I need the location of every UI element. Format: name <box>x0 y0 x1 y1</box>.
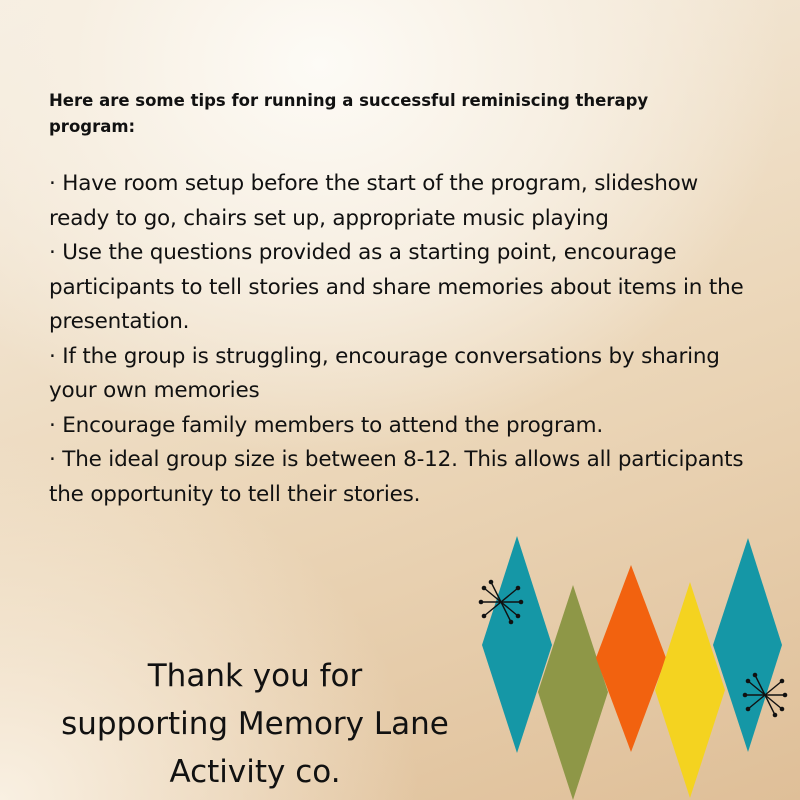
tip-use-questions: · Use the questions provided as a starting point, encourage participants to tell stories and share memories about items in the presentation. <box>49 240 744 334</box>
retro-diamond-decoration <box>460 530 800 800</box>
orange-diamond <box>596 565 666 752</box>
tips-heading: Here are some tips for running a successful reminiscing therapy program: <box>49 91 649 136</box>
olive-diamond <box>538 585 608 800</box>
tip-room-setup: · Have room setup before the start of the program, slideshow ready to go, chairs set up, appropriate music playing <box>49 171 698 231</box>
closing-message: Thank you for supporting Memory Lane Activity co. <box>61 658 449 790</box>
teal-diamond-right <box>713 538 782 752</box>
teal-diamond-left <box>482 536 552 753</box>
yellow-diamond <box>655 582 725 798</box>
tip-share-memories: · If the group is struggling, encourage conversations by sharing your own memories <box>49 343 720 403</box>
tips-list <box>49 167 749 512</box>
tip-family-members: · Encourage family members to attend the program. <box>49 412 603 438</box>
tip-group-size: · The ideal group size is between 8-12. This allows all participants the opportunity to tell their stories. <box>49 447 744 507</box>
